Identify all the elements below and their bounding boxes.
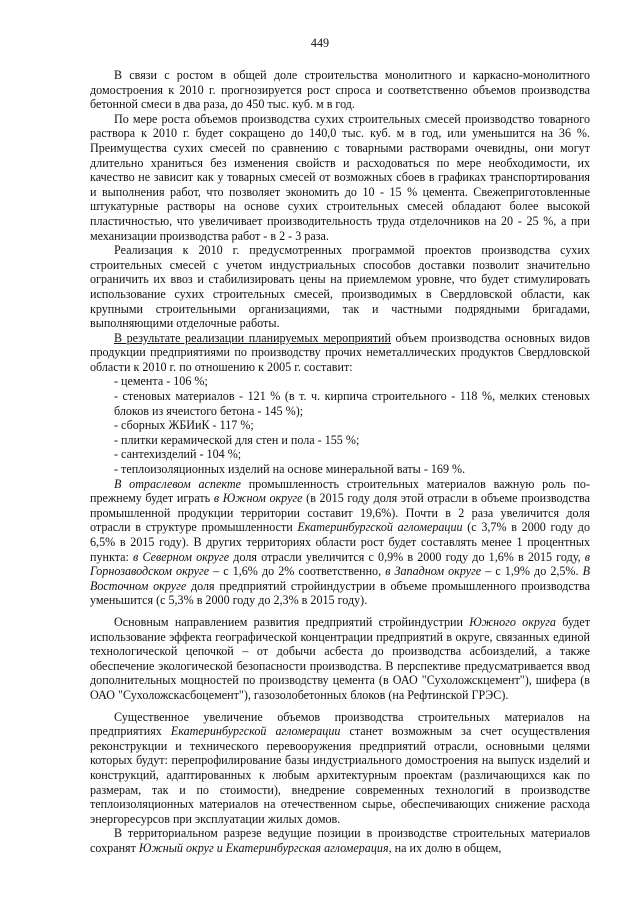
sector-text: доля отрасли увеличится с 0,9% в 2000 году до 1,6% в 2015 году, — [229, 549, 585, 564]
paragraph-results — [90, 331, 590, 375]
sector-text: промышленность строительных материалов важную роль по-прежнему будет играть — [90, 476, 590, 506]
ekb-text: Существенное увеличение объемов производства строительных материалов на предприятиях — [90, 709, 590, 739]
list-item: - сантехизделий - 104 %; — [114, 447, 242, 462]
sector-text: – с 1,6% до 2% соответственно, — [209, 564, 386, 579]
south-text: Основным направлением развития предприятий стройиндустрии — [114, 614, 470, 629]
paragraph-dry-mixes: По мере роста объемов производства сухих строительных смесей производство товарного раствора к 2010 г. будет сокращено до 140,0 тыс. куб. м в год, или уменьшится на 36 %. Преимущества сухих смесей по сравнению с товарными растворами очевидны, они могут длительно храниться без изменения свойств и расходоваться по мере необходимости, их качество не зависит как у товарных смесей от возможных сбоев в графиках транспортирования и выполнения работ, что позволяет экономить до 10 - 15 % цемента. Свежеприготовленные штукатурные растворы на основе сухих строительных смесей обладают более высокой пластичностью, что увеличивает производительность труда отделочников на 20 - 25 %, а при механизации производства работ - в 2 - 3 раза. — [90, 111, 590, 243]
results-text: объем производства основных видов продукции предприятиями по производству прочих неметаллических продуктов Свердловской области к 2010 г. по отношению к 2005 г. составит: — [90, 330, 590, 374]
ekb-text: станет возможным за счет осуществления реконструкции и технического перевооружения предприятий отрасли, основными целями которых будут: перепрофилирование базы индустриального домостроения на выпуск изделий и конструкций, адаптированных к любым архитектурным проектам (различающихся как по размерам, так и по стоимости), внедрение современных технологий в производстве теплоизоляционных материалов на отечественном сырье, обеспечивающих снижение расхода энергоресурсов при эксплуатации жилых домов. — [90, 724, 591, 826]
regions-leading: Южный округ и Екатеринбургская агломерация — [138, 840, 389, 855]
list-item: - цемента - 106 %; — [114, 374, 208, 389]
paragraph-implementation: Реализация к 2010 г. предусмотренных программой проектов производства сухих строительных смесей с учетом индустриальных способов доставки позволит значительно ограничить их ввоз и стабилизировать цены на приемлемом уровне, что будет стимулировать использование сухих строительных смесей, производимых в Свердловской области, как крупными строительными организациями, так и частными подрядными бригадами, выполняющими отделочные работы. — [90, 243, 590, 331]
results-lead: В результате реализации планируемых мероприятий — [114, 330, 391, 345]
region-east: В Восточном округе — [90, 564, 590, 593]
sector-text: (с 3,7% в 2000 году до 6,5% в 2015 году). В других территориях области рост будет составлять менее 1 процентных пункта: — [90, 520, 591, 564]
sector-lead: В отраслевом аспекте — [114, 476, 241, 491]
page-body — [90, 68, 590, 855]
paragraph-territorial — [90, 826, 590, 855]
paragraph-ekb-agglomeration — [90, 710, 590, 827]
region-west: в Западном округе — [385, 564, 482, 579]
page-number: 449 — [310, 36, 330, 50]
list-item: - стеновых материалов - 121 % (в т. ч. кирпича строительного - 118 %, мелких стеновых блоков из ячеистого бетона - 145 %); — [114, 389, 590, 418]
paragraph-sector — [90, 477, 590, 608]
sector-text: доля предприятий стройиндустрии в объеме промышленного производства уменьшится (с 5,3% в 2000 году до 2,3% в 2015 году). — [90, 578, 590, 608]
territorial-text: В территориальном разрезе ведущие позиции в производстве строительных материалов сохранят — [90, 826, 590, 855]
paragraph-concrete: В связи с ростом в общей доле строительства монолитного и каркасно-монолитного домостроения к 2010 г. прогнозируется рост спроса и соответственно объемов производства бетонной смеси в два раза, до 450 тыс. куб. м в год. — [90, 68, 590, 112]
sector-text: (в 2015 году доля этой отрасли в объеме производства промышленной продукции территории составит 19,6%). Почти в 2 раза увеличится доля отрасли в структуре промышленности — [90, 491, 590, 535]
territorial-text: , на их долю в общем, — [388, 840, 502, 855]
region-north: в Северном округе — [133, 549, 230, 564]
list-item: - сборных ЖБИиК - 117 %; — [114, 418, 254, 433]
region-south: Южного округа — [469, 614, 556, 629]
paragraph-south-district — [90, 615, 590, 703]
region-ekb: Екатеринбургской агломерации — [170, 724, 341, 739]
list-item: - теплоизоляционных изделий на основе минеральной ваты - 169 %. — [114, 462, 466, 477]
region-gornozavodsk: в Горнозаводском округе — [90, 549, 590, 579]
south-text: будет использование эффекта географической концентрации предприятий в округе, связанных единой технологической цепочкой – от добычи асбеста до производства асбоизделий, а также обеспечение экологической безопасности производства. В перспективе предусматривается ввод дополнительных мощностей по производству цемента (в ОАО "Сухоложскцемент"), шифера (в ОАО "Сухоложскасбоцемент"), газозолобетонных блоков (на Рефтинской ГРЭС). — [90, 614, 590, 702]
sector-text: – с 1,9% до 2,5%. — [481, 564, 583, 579]
region-ekb: Екатеринбургской агломерации — [297, 520, 463, 535]
list-item: - плитки керамической для стен и пола - 155 %; — [114, 432, 360, 447]
region-south: в Южном округе — [213, 491, 303, 506]
